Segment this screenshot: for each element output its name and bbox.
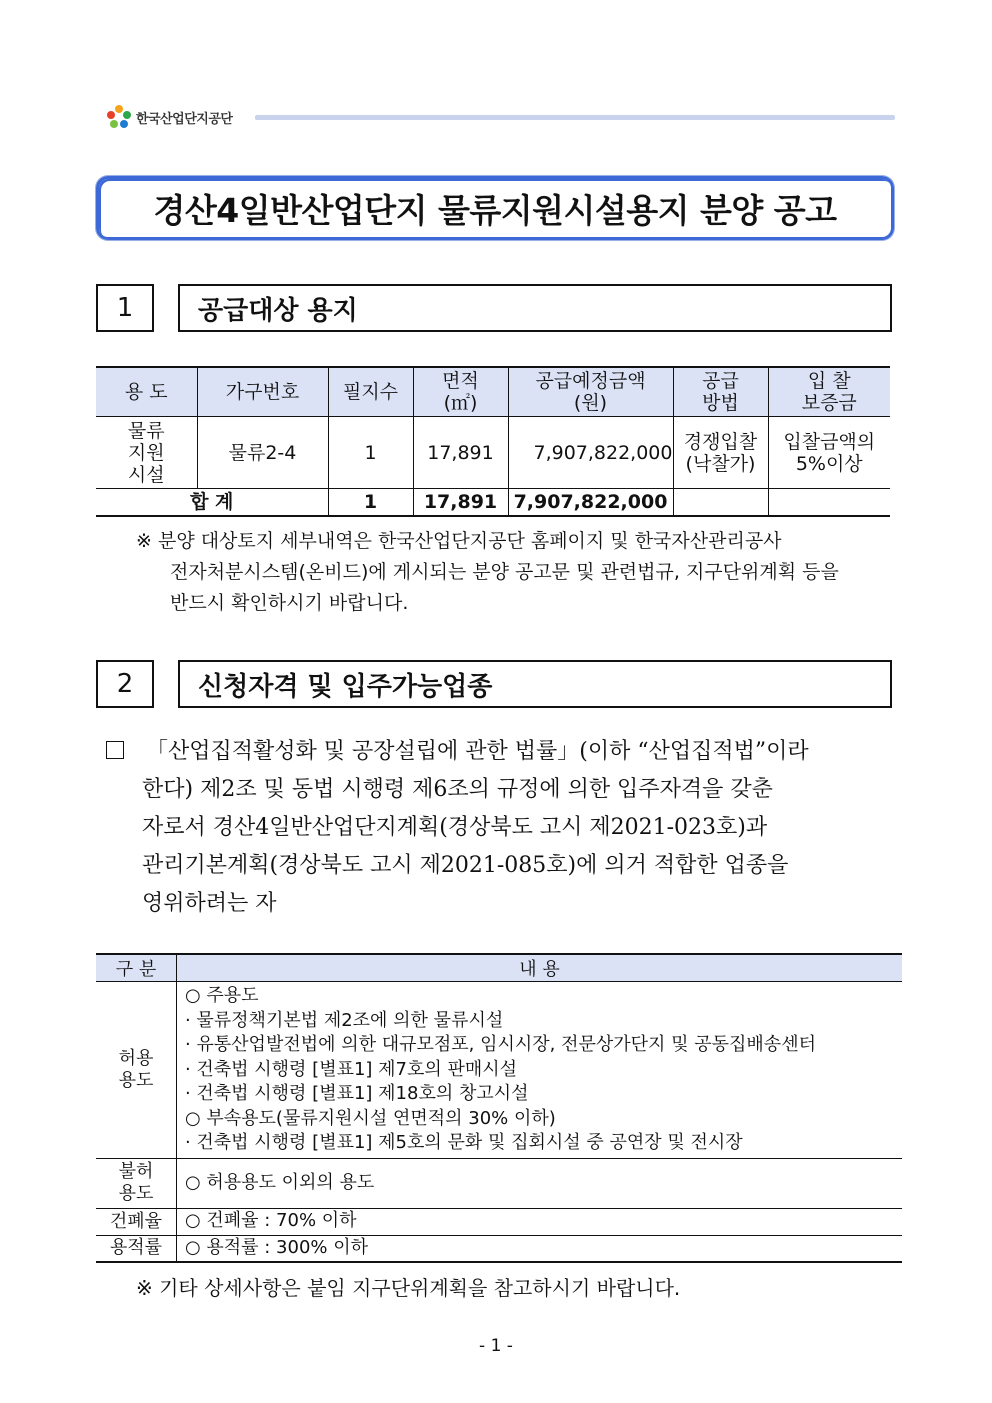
use-table <box>96 953 902 1263</box>
cell-deposit-line1: 입찰금액의 <box>783 430 876 453</box>
title-box <box>96 176 894 240</box>
table-row <box>96 1158 902 1208</box>
coverage-label: 건폐율 <box>96 1208 176 1235</box>
col-price-line1: 공급예정금액 <box>535 370 646 392</box>
total-label: 합 계 <box>96 489 328 517</box>
paragraph-line: 자로서 경산4일반산업단지계획(경상북도 고시 제2021-023호)과 <box>142 815 768 840</box>
cell-use-line1: 물류 <box>127 419 165 442</box>
section1-note <box>136 526 896 619</box>
note-line: 전자처분시스템(온비드)에 게시되는 분양 공고문 및 관련법규, 지구단위계획 등을 <box>170 561 839 583</box>
section1-title: 공급대상 용지 <box>178 284 892 332</box>
col-deposit-line2: 보증금 <box>801 392 857 414</box>
list-item: · 건축법 시행령 [별표1] 제7호의 판매시설 <box>184 1058 518 1080</box>
col-parcels: 필지수 <box>328 367 413 417</box>
cell-use-line2: 지원 <box>127 441 165 464</box>
section2-number: 2 <box>96 660 154 708</box>
list-item: · 물류정책기본법 제2조에 의한 물류시설 <box>184 1009 504 1031</box>
table-row <box>96 1235 902 1262</box>
table-row <box>96 1208 902 1235</box>
cell-method-line1: 경쟁입찰 <box>683 430 758 453</box>
col-method-line1: 공급 <box>702 370 739 392</box>
col-price-line2: (원) <box>573 392 608 414</box>
paragraph-line: 영위하려는 자 <box>142 891 277 916</box>
org-logo <box>106 100 256 134</box>
list-item: ○ 주용도 <box>184 985 259 1006</box>
disallowed-label-line2: 용도 <box>118 1183 154 1204</box>
cell-method <box>673 417 768 489</box>
section2-note: ※ 기타 상세사항은 붙임 지구단위계획을 참고하시기 바랍니다. <box>136 1276 681 1300</box>
col-deposit <box>768 367 890 417</box>
paragraph-line: 「산업집적활성화 및 공장설립에 관한 법률」(이하 “산업집적법”이라 <box>146 739 809 764</box>
paragraph-line: 한다) 제2조 및 동법 시행령 제6조의 규정에 의한 입주자격을 갖춘 <box>142 777 773 802</box>
page-title: 경산4일반산업단지 물류지원시설용지 분양 공고 <box>153 190 837 230</box>
list-item: ○ 부속용도(물류지원시설 연면적의 30% 이하) <box>184 1107 556 1129</box>
col-area-line2: (㎡) <box>443 392 478 414</box>
note-line: ※ 분양 대상토지 세부내역은 한국산업단지공단 홈페이지 및 한국자산관리공사 <box>136 530 782 552</box>
table-row <box>96 417 890 489</box>
org-name: 한국산업단지공단 <box>136 111 233 127</box>
total-deposit <box>768 489 890 517</box>
floor-ratio-label: 용적률 <box>96 1235 176 1262</box>
allowed-label-line1: 허용 <box>118 1047 154 1069</box>
cell-lot: 물류2-4 <box>197 417 328 489</box>
floor-ratio-content: ○ 용적률 : 300% 이하 <box>176 1235 902 1262</box>
section2-title: 신청자격 및 입주가능업종 <box>178 660 892 708</box>
paragraph-line: 관리기본계획(경상북도 고시 제2021-085호)에 의거 적합한 업종을 <box>142 853 789 878</box>
col-category: 구 분 <box>96 954 176 982</box>
total-area: 17,891 <box>413 489 508 517</box>
disallowed-label-line1: 불허 <box>118 1161 154 1182</box>
supply-table <box>96 366 890 517</box>
disallowed-content: ○ 허용용도 이외의 용도 <box>176 1158 902 1208</box>
coverage-content: ○ 건폐율 : 70% 이하 <box>176 1208 902 1235</box>
allowed-label-line2: 용도 <box>118 1069 154 1091</box>
total-row <box>96 489 890 517</box>
list-item: · 유통산업발전법에 의한 대규모점포, 임시시장, 전문상가단지 및 공동집배송센터 <box>184 1034 816 1055</box>
qualification-paragraph <box>106 733 892 923</box>
org-logo-icon <box>106 104 132 130</box>
table-row <box>96 982 902 1159</box>
cell-method-line2: (낙찰가) <box>685 452 756 475</box>
col-content: 내 용 <box>176 954 902 982</box>
col-price <box>508 367 673 417</box>
allowed-label <box>96 982 176 1159</box>
cell-parcels: 1 <box>328 417 413 489</box>
cell-area: 17,891 <box>413 417 508 489</box>
checkbox-bullet-icon <box>106 741 124 759</box>
col-deposit-line1: 입 찰 <box>807 370 851 392</box>
note-line: 반드시 확인하시기 바랍니다. <box>170 592 409 614</box>
section1-number: 1 <box>96 284 154 332</box>
list-item: · 건축법 시행령 [별표1] 제18호의 창고시설 <box>184 1083 529 1104</box>
total-price: 7,907,822,000 <box>508 489 673 517</box>
header-rule <box>255 115 895 120</box>
allowed-content <box>176 982 902 1159</box>
cell-price: 7,907,822,000 <box>508 417 673 489</box>
col-method <box>673 367 768 417</box>
total-method <box>673 489 768 517</box>
col-use: 용 도 <box>96 367 197 417</box>
col-method-line2: 방법 <box>702 392 739 414</box>
cell-use-line3: 시설 <box>127 463 165 486</box>
page-number: - 1 - <box>479 1336 513 1356</box>
cell-deposit <box>768 417 890 489</box>
col-area <box>413 367 508 417</box>
col-lot: 가구번호 <box>197 367 328 417</box>
cell-use <box>96 417 197 489</box>
disallowed-label <box>96 1158 176 1208</box>
list-item: · 건축법 시행령 [별표1] 제5호의 문화 및 집회시설 중 공연장 및 전시장 <box>184 1132 743 1153</box>
cell-deposit-line2: 5%이상 <box>795 452 863 475</box>
col-area-line1: 면적 <box>442 370 479 392</box>
total-parcels: 1 <box>328 489 413 517</box>
